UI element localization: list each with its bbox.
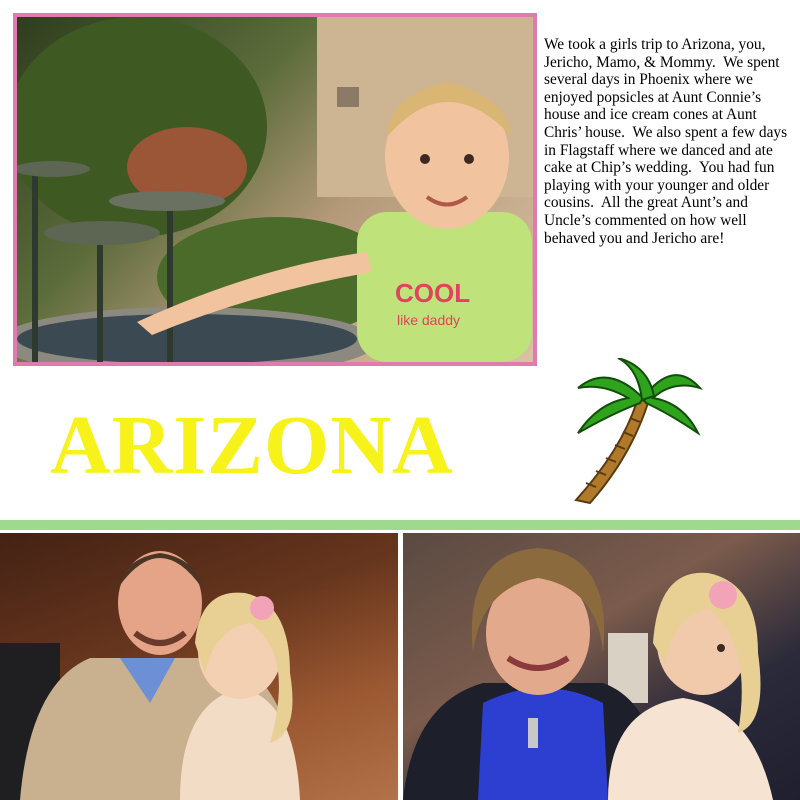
photo-girl-fountain-art [17, 17, 533, 362]
photo-grandma-and-girl [403, 533, 800, 800]
photo-girl-fountain [13, 13, 537, 366]
photo-dad-and-girl [0, 533, 398, 800]
green-divider [0, 520, 800, 530]
palm-tree-icon [568, 358, 704, 508]
shirt-subtext: like daddy [397, 312, 461, 328]
journal-text: We took a girls trip to Arizona, you, Jericho, Mamo, & Mommy. We spent several days in Phoenix where we enjoyed popsicles at Aunt Connie’s house and ice cream cones at Aunt Chris’ house. We also spent a few days in Flagstaff where we danced and ate cake at Chip’s wedding. You had fun playing with your younger and older cousins. All the great Aunt’s and Uncle’s commented on how well behaved you and Jericho are! [544, 36, 791, 247]
page-title: ARIZONA [50, 399, 454, 492]
shirt-cool-text: COOL [395, 278, 471, 308]
